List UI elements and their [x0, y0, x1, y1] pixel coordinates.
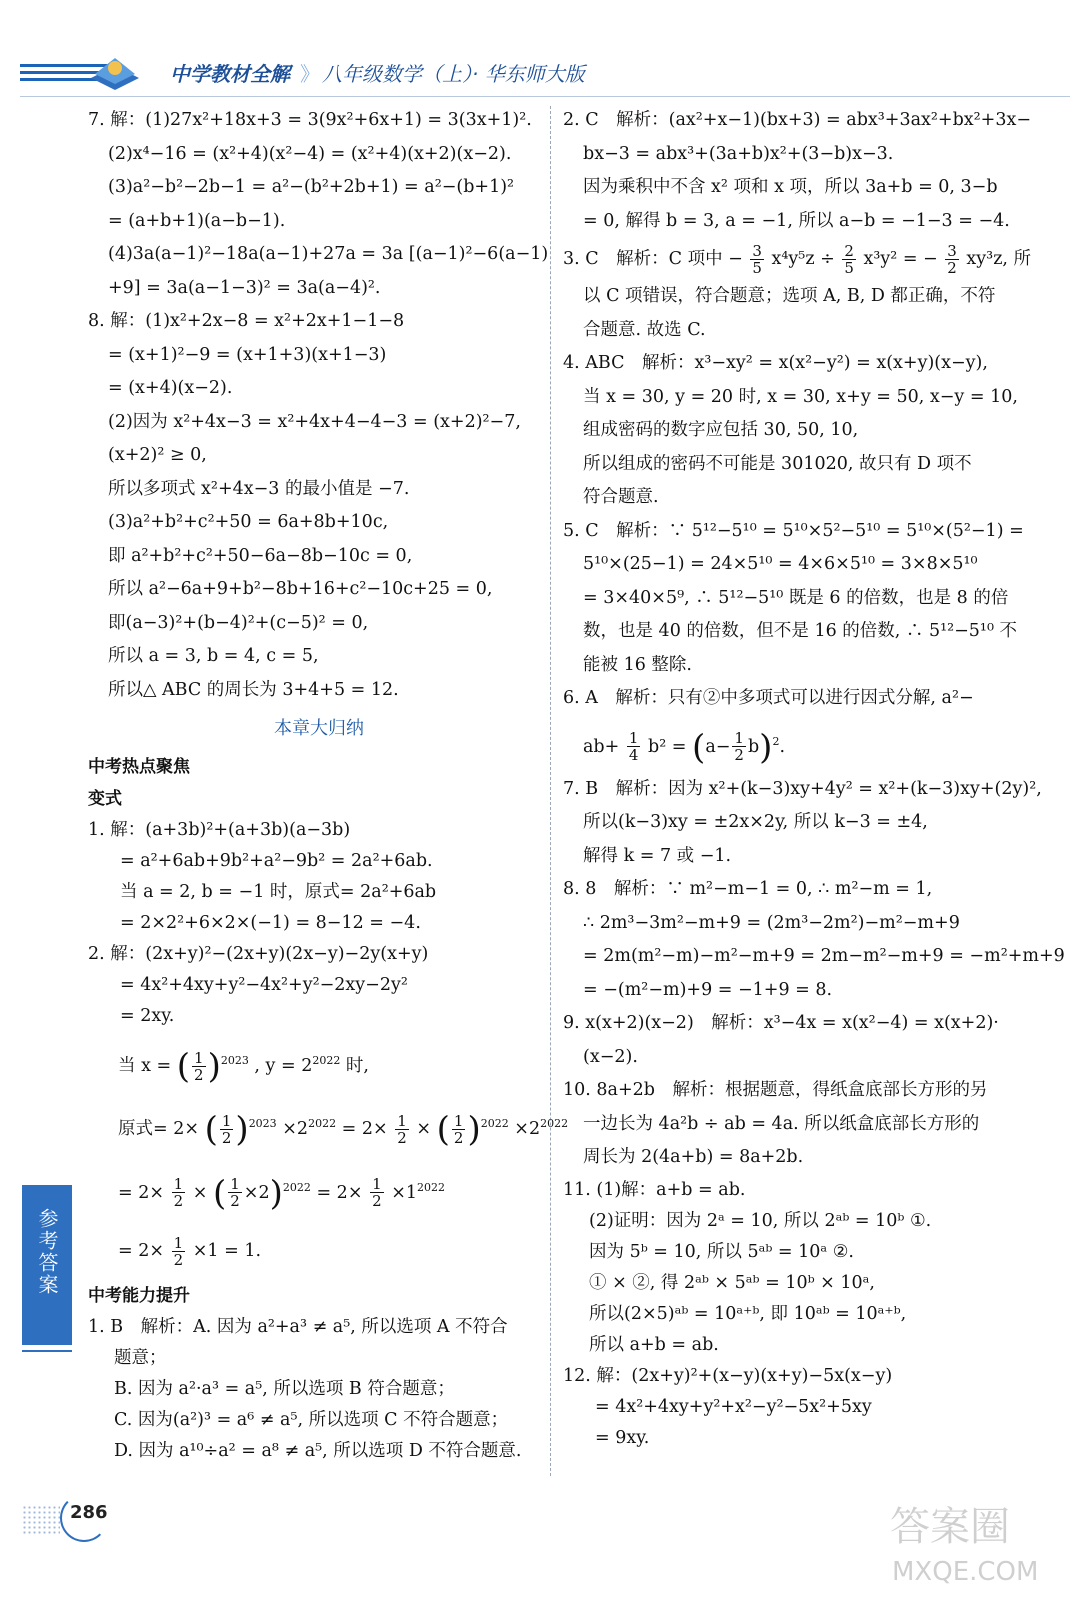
- answer-line: = a²+6ab+9b²+a²−9b² = 2a²+6ab.: [120, 851, 433, 871]
- answer-line: 解得 k = 7 或 −1.: [583, 845, 732, 866]
- answer-line: 1. 解：(a+3b)²+(a+3b)(a−3b): [88, 820, 351, 840]
- math-text: 当 x =: [118, 1055, 172, 1076]
- answer-line: 所以组成的密码不可能是 301020, 故只有 D 项不: [583, 453, 972, 474]
- footer-dots: [22, 1505, 60, 1535]
- answer-line: (x+2)² ≥ 0,: [108, 445, 207, 465]
- answer-line: 能被 16 整除.: [583, 654, 692, 675]
- answer-line: 一边长为 4a²b ÷ ab = 4a. 所以纸盒底部长方形的: [583, 1113, 980, 1134]
- fraction: $\frac{1}{2}$: [194, 1048, 204, 1084]
- answer-line: C. 因为(a²)³ = a⁶ ≠ a⁵, 所以选项 C 不符合题意；: [114, 1409, 509, 1430]
- book-title: 中学教材全解: [170, 62, 290, 86]
- answer-line: 因为乘积中不含 x² 项和 x 项，所以 3a+b = 0, 3−b: [583, 177, 998, 197]
- book-subtitle: 八年级数学（上）· 华东师大版: [322, 62, 585, 86]
- answer-line: 2. 解：(2x+y)²−(2x+y)(2x−y)−2y(x+y): [88, 944, 429, 964]
- answer-line: 当 a = 2, b = −1 时，原式= 2a²+6ab: [120, 882, 437, 902]
- answer-line: 所以 a²−6a+9+b²−8b+16+c²−10c+25 = 0,: [108, 579, 493, 599]
- math-line: 当 x = ( $\frac{1}{2}$ )$^{2023}$ , $y = 2^{2022}$ 时,: [118, 1046, 369, 1087]
- answer-line: 7. B 解析：因为 x²+(k−3)xy+4y² = x²+(k−3)xy+(2y)²,: [563, 778, 1042, 799]
- answer-line: B. 因为 a²·a³ = a⁵, 所以选项 B 符合题意；: [114, 1378, 455, 1399]
- answer-line: 题意；: [114, 1347, 167, 1368]
- answer-line: = 2m(m²−m)−m²−m+9 = 2m−m²−m+9 = −m²+m+9: [583, 946, 1065, 967]
- answer-line: 所以多项式 x²+4x−3 的最小值是 −7.: [108, 478, 410, 499]
- column-divider: [550, 106, 551, 1476]
- side-tab-underline: [22, 1350, 72, 1352]
- answer-line: (2)因为 x²+4x−3 = x²+4x+4−4−3 = (x+2)²−7,: [108, 411, 521, 432]
- answer-line: 所以 a = 3, b = 4, c = 5,: [108, 646, 319, 666]
- header-separator: 》: [300, 62, 320, 86]
- answer-line: 12. 解：(2x+y)²+(x−y)(x+y)−5x(x−y): [563, 1365, 893, 1386]
- answer-line: 6. A 解析：只有②中多项式可以进行因式分解, a²−: [563, 688, 974, 708]
- math-line: = 2× $\frac{1}{2}$ × ( $\frac{1}{2}$ ×2)$^{2022}$ = 2× $\frac{1}{2}$ $\times 1^{2022}$: [118, 1172, 445, 1213]
- answer-line: 即(a−3)²+(b−4)²+(c−5)² = 0,: [108, 612, 369, 633]
- answer-line: = (a+b+1)(a−b−1).: [108, 210, 286, 231]
- answer-line: = (x+1)²−9 = (x+1+3)(x+1−3): [108, 344, 387, 365]
- answer-line: 当 x = 30, y = 20 时, x = 30, x+y = 50, x−y = 10,: [583, 386, 1018, 407]
- answer-line: (x−2).: [583, 1046, 638, 1067]
- answer-line: 组成密码的数字应包括 30, 50, 10,: [583, 420, 859, 440]
- answer-line: 因为 5ᵇ = 10, 所以 5ᵃᵇ = 10ᵃ ②.: [589, 1241, 854, 1262]
- answer-line: 7. 解：(1)27x²+18x+3 = 3(9x²+6x+1) = 3(3x+1)².: [88, 110, 532, 130]
- answer-line: 合题意. 故选 C.: [583, 319, 706, 340]
- answer-line: (3)a²+b²+c²+50 = 6a+8b+10c,: [108, 512, 389, 532]
- answer-line: (2)x⁴−16 = (x²+4)(x²−4) = (x²+4)(x+2)(x−2).: [108, 143, 512, 164]
- answer-line: 所以(k−3)xy = ±2x×2y, 所以 k−3 = ±4,: [583, 812, 928, 833]
- answer-line: 8. 8 解析：∵ m²−m−1 = 0, ∴ m²−m = 1,: [563, 879, 933, 900]
- math-line: = 2× $\frac{1}{2}$ ×1 = 1.: [118, 1233, 262, 1269]
- page-header: [0, 0, 1090, 100]
- answer-line: bx−3 = abx³+(3a+b)x²+(3−b)x−3.: [583, 143, 894, 164]
- answer-line: = −(m²−m)+9 = −1+9 = 8.: [583, 979, 833, 1000]
- answer-line: 2. C 解析：(ax²+x−1)(bx+3) = abx³+3ax²+bx²+3x−: [563, 110, 1031, 130]
- answer-line: = 2×2²+6×2×(−1) = 8−12 = −4.: [120, 913, 421, 933]
- answer-line: = 4x²+4xy+y²+x²−y²−5x²+5xy: [595, 1396, 872, 1417]
- answer-line: 数，也是 40 的倍数，但不是 16 的倍数, ∴ 5¹²−5¹⁰ 不: [583, 621, 1018, 641]
- heading-ability: 中考能力提升: [88, 1285, 190, 1306]
- answer-line: 9. x(x+2)(x−2) 解析：x³−4x = x(x²−4) = x(x+2)·: [563, 1013, 999, 1034]
- answer-line: = 9xy.: [595, 1427, 650, 1448]
- answer-line: 所以 a+b = ab.: [589, 1334, 719, 1355]
- page-number: 286: [70, 1502, 108, 1523]
- answer-line: (3)a²−b²−2b−1 = a²−(b²+2b+1) = a²−(b+1)²: [108, 177, 515, 197]
- answer-line: (2)证明：因为 2ᵃ = 10, 所以 2ᵃᵇ = 10ᵇ ①.: [589, 1210, 932, 1231]
- answer-line: 以 C 项错误，符合题意；选项 A, B, D 都正确，不符: [583, 286, 996, 306]
- answer-line: (4)3a(a−1)²−18a(a−1)+27a = 3a [(a−1)²−6(a−1): [108, 244, 549, 264]
- side-tab-label: 参考答案: [35, 1208, 59, 1296]
- heading-variant: 变式: [88, 789, 122, 809]
- answer-line: 即 a²+b²+c²+50−6a−8b−10c = 0,: [108, 545, 413, 566]
- answer-line: 1. B 解析：A. 因为 a²+a³ ≠ a⁵, 所以选项 A 不符合: [88, 1316, 508, 1337]
- section-title: 本章大归纳: [274, 718, 364, 739]
- answer-line: = (x+4)(x−2).: [108, 378, 233, 398]
- header-rule: [20, 96, 1070, 97]
- left-column: [88, 104, 569, 1467]
- answer-line: 符合题意.: [583, 487, 659, 507]
- watermark-bottom: MXQE.COM: [892, 1557, 1039, 1587]
- answer-line: 所以△ ABC 的周长为 3+4+5 = 12.: [108, 679, 399, 700]
- answer-line: 8. 解：(1)x²+2x−8 = x²+2x+1−1−8: [88, 311, 405, 331]
- answer-line: = 0, 解得 b = 3, a = −1, 所以 a−b = −1−3 = −4.: [583, 210, 1010, 231]
- answer-line: = 3×40×5⁹, ∴ 5¹²−5¹⁰ 既是 6 的倍数，也是 8 的倍: [583, 587, 1009, 608]
- math-line: ab+ $\frac{1}{4}$ b² = (a− $\frac{1}{2}$ b)$^2$.: [583, 726, 786, 767]
- answer-line: 周长为 2(4a+b) = 8a+2b.: [583, 1147, 804, 1168]
- answer-line: 所以(2×5)ᵃᵇ = 10ᵃ⁺ᵇ, 即 10ᵃᵇ = 10ᵃ⁺ᵇ,: [589, 1303, 907, 1324]
- answer-line: 4. ABC 解析：x³−xy² = x(x²−y²) = x(x+y)(x−y),: [563, 353, 988, 373]
- answer-line: ∴ 2m³−3m²−m+9 = (2m³−2m²)−m²−m+9: [583, 912, 960, 933]
- math-line: 原式= 2× ( $\frac{1}{2}$ )$^{2023} \times 2^{2022} = 2\times$ $\frac{1}{2}$ × ( $\frac{1}{2}$ )$^{2022} \times 2^{2022}$: [118, 1109, 569, 1150]
- answer-line: = 2xy.: [120, 1006, 175, 1026]
- answer-line: 5. C 解析：∵ 5¹²−5¹⁰ = 5¹⁰×5²−5¹⁰ = 5¹⁰×(5²−1) =: [563, 520, 1024, 541]
- answer-line: +9] = 3a(a−1−3)² = 3a(a−4)².: [108, 277, 381, 298]
- answer-line: = 4x²+4xy+y²−4x²+y²−2xy−2y²: [120, 975, 408, 995]
- answer-line: 10. 8a+2b 解析：根据题意，得纸盒底部长方形的另: [563, 1080, 988, 1101]
- heading-hot-topics: 中考热点聚焦: [88, 757, 190, 777]
- answer-line: 5¹⁰×(25−1) = 24×5¹⁰ = 4×6×5¹⁰ = 3×8×5¹⁰: [583, 554, 978, 574]
- right-column: [563, 104, 1065, 1454]
- answer-line: 11. (1)解：a+b = ab.: [563, 1179, 746, 1200]
- answer-line: D. 因为 a¹⁰÷a² = a⁸ ≠ a⁵, 所以选项 D 不符合题意.: [114, 1440, 522, 1461]
- watermark-logo: [880, 1490, 1060, 1590]
- book-logo-icon: [85, 48, 145, 94]
- math-line: 3. C 解析：C 项中 − $\frac{3}{5}$ x⁴y⁵z ÷ $\frac{2}{5}$ x³y² = − $\frac{3}{2}$ xy³z, 所: [563, 242, 1032, 277]
- answer-line: ① × ②, 得 2ᵃᵇ × 5ᵃᵇ = 10ᵇ × 10ᵃ,: [589, 1272, 875, 1293]
- watermark-top: 答案圈: [890, 1504, 1010, 1550]
